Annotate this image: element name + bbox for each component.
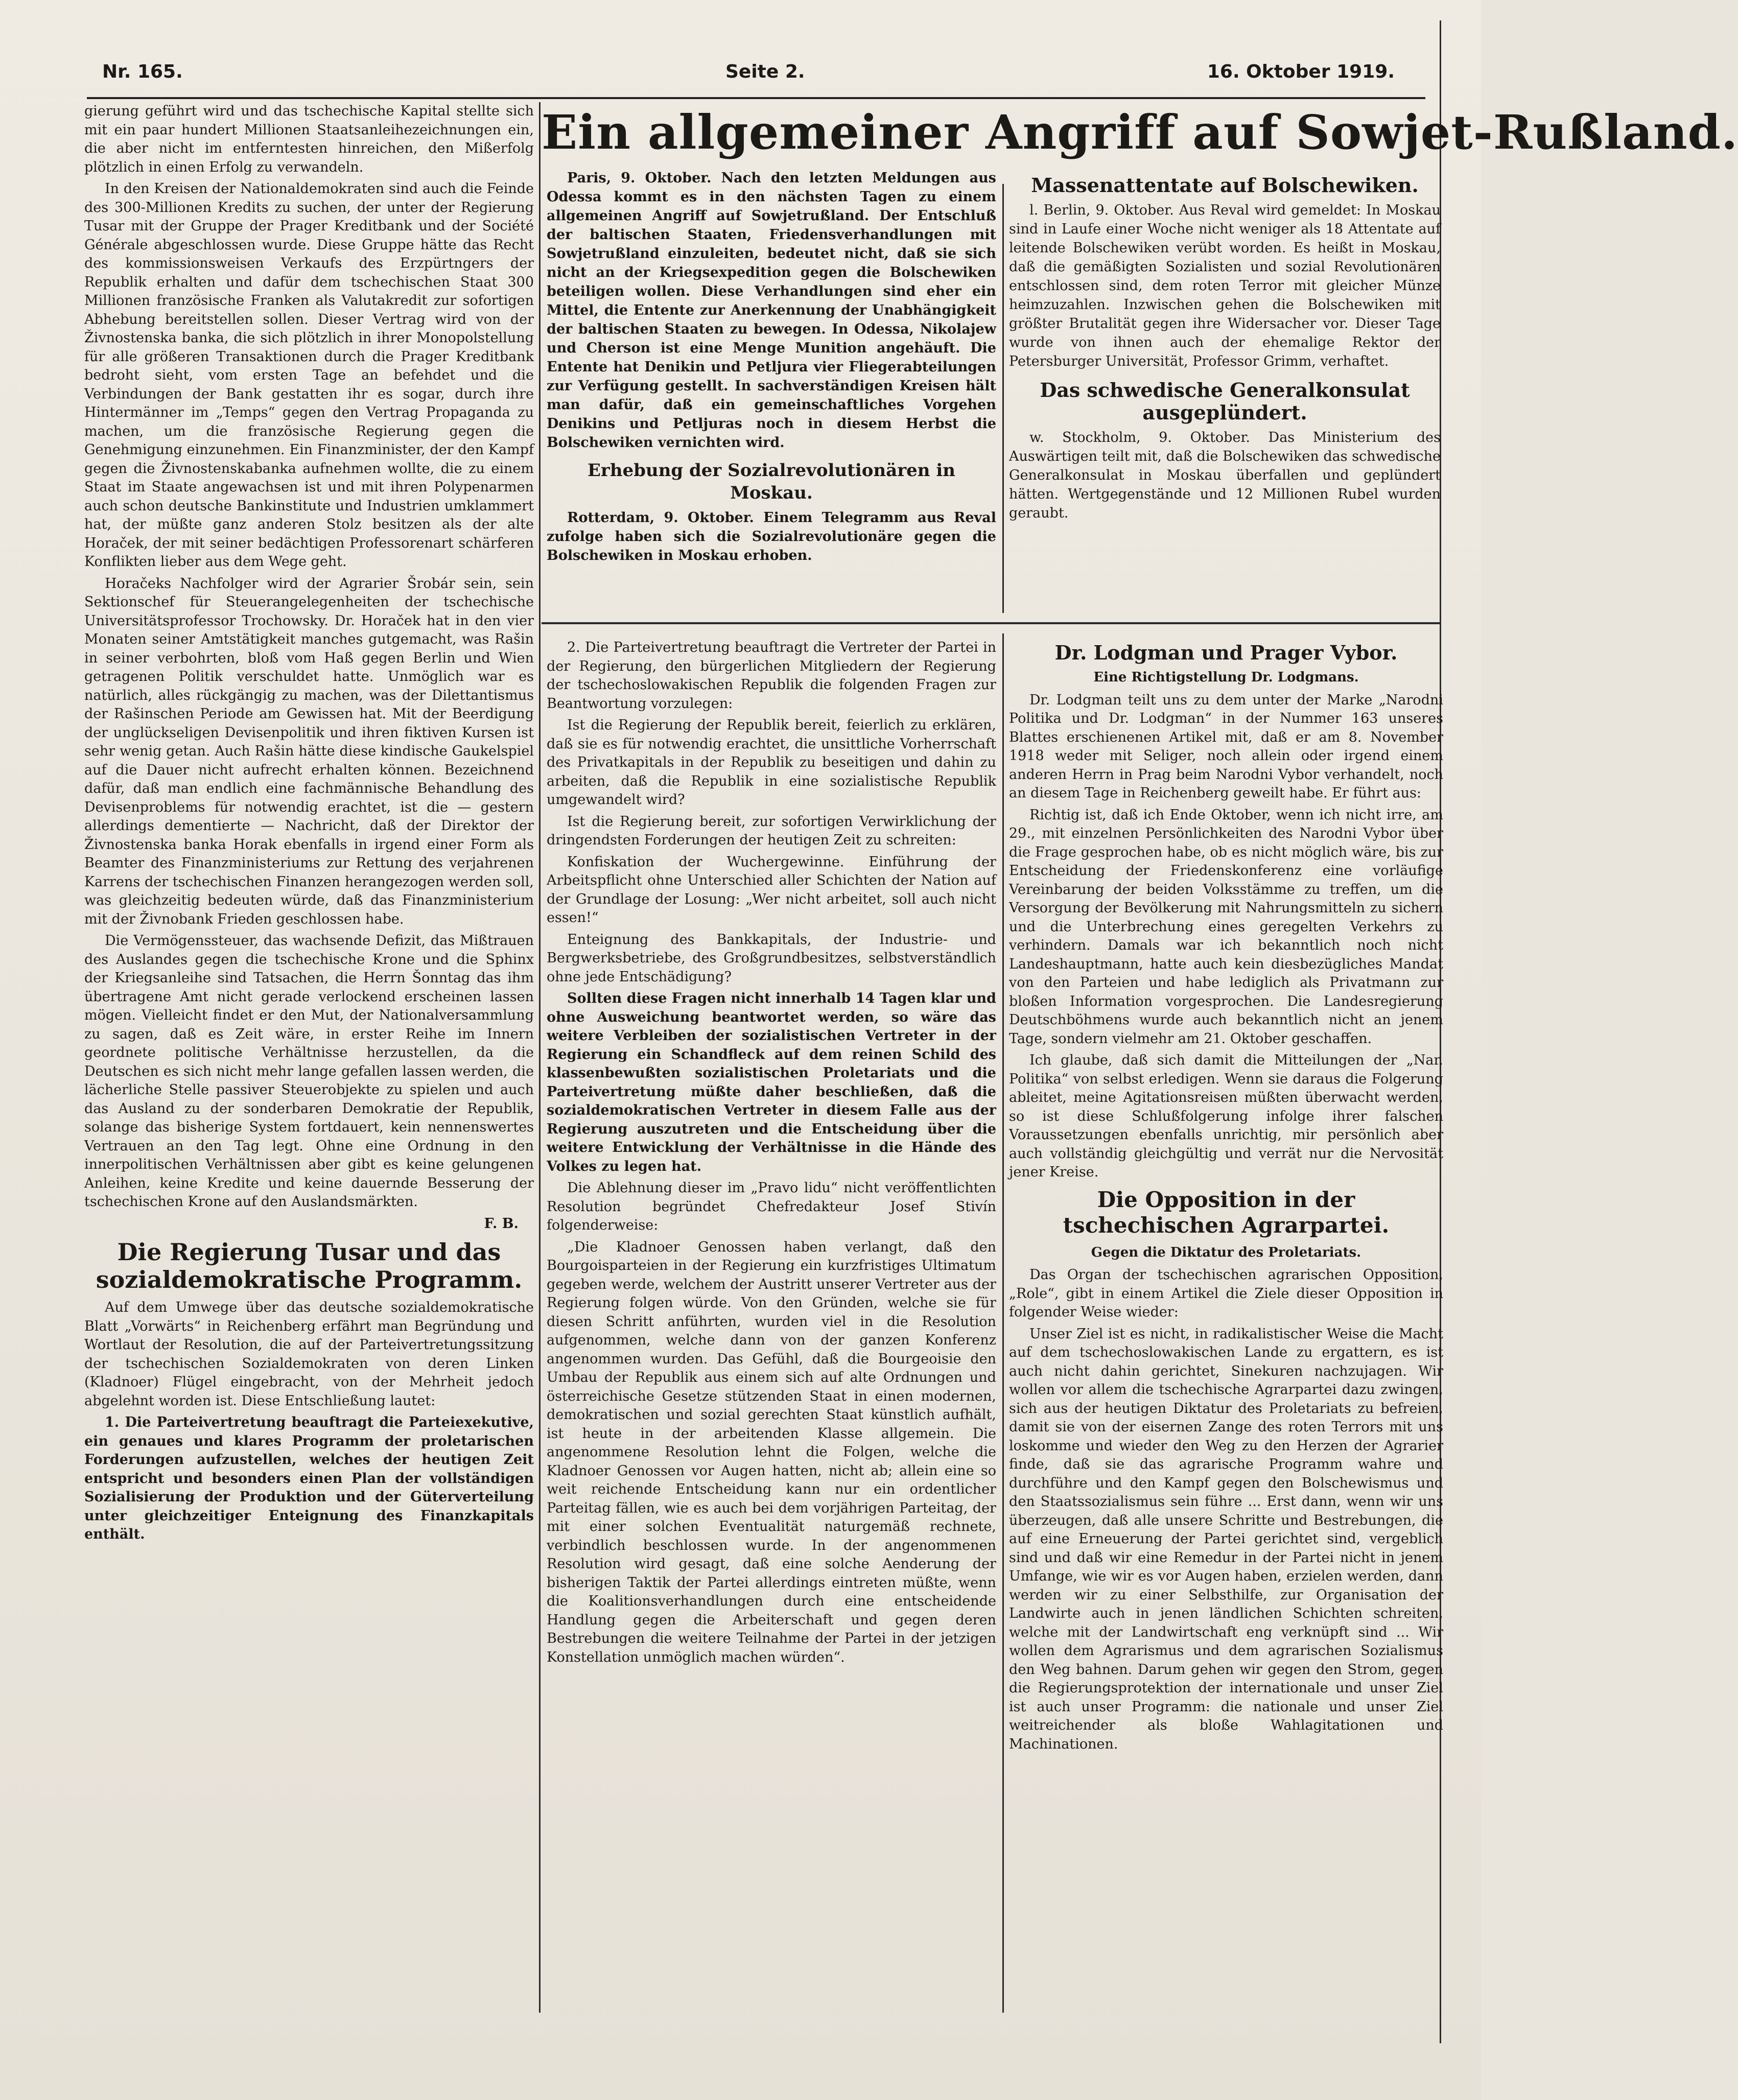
col2-paragraph: Enteignung des Bankkapitals, der Industrie- und Bergwerksbetriebe, des Großgrundbesitzes, selbstverständlich ohne jede Entschädigung? <box>547 931 996 985</box>
lead-article-text: Paris, 9. Oktober. Nach den letzten Meldungen aus Odessa kommt es in den nächsten Tagen zu einem allgemeinen Angriff auf Sowjetrußland. Der Entschluß der baltischen Staaten, Friedensverhandlungen mit Sowjetrußland einzuleiten, bedeutet nicht, daß sie sich nicht an der Kriegsexpedition gegen die Bolschewiken beteiligen wollen. Diese Verhandlungen sind eher ein Mittel, die Entente zur Anerkennung der Unabhängigkeit der baltischen Staaten zu bewegen. In Odessa, Nikolajew und Cherson ist eine Menge Munition angehäuft. Die Entente hat Denikin und Petljura vier Fliegerabteilungen zur Verfügung gestellt. In sachverständigen Kreisen hält man dafür, daß ein gemeinschaftliches Vorgehen Denikins und Petljuras noch in diesem Herbst die Bolschewiken vernichten wird. <box>547 170 996 451</box>
col1-paragraph: In den Kreisen der Nationaldemokraten sind auch die Feinde des 300-Millionen Kredits zu suchen, der unter der Regierung Tusar mit der Gruppe der Prager Kreditbank und der Société Générale abgeschlossen wurde. Diese Gruppe hätte das Recht des kommissionsweisen Verkaufs des Erzpürtngers der Republik erhalten und dafür dem tschechischen Staat 300 Millionen französische Franken als Valutakredit zur sofortigen Abhebung bereitstellen sollen. Dieser Vertrag wird von der Živnostenska banka, die sich plötzlich in ihrer Monopolstellung für alle größeren Transaktionen durch die Prager Kreditbank bedroht sieht, vom ersten Tage an befehdet und die Verbindungen der Bank gestatten ihr es sogar, durch ihre Hintermänner im „Temps“ gegen den Vertrag Propaganda zu machen, um die französische Regierung gegen die Genehmigung einzunehmen. Ein Finanzminister, der den Kampf gegen die Živnostenskabanka aufnehmen wollte, die zu einem Staat im Staate angewachsen ist und mit ihren Polypenarmen auch schon deutsche Bankinstitute und Industrien umklammert hat, der müßte ganz anderen Stolz besitzen als der alte Horaček, der mit seiner bedächtigen Professorenart schärferen Konflikten lieber aus dem Wege geht. <box>84 181 534 570</box>
column-rule-2 <box>1002 633 1004 2013</box>
col3-paragraph: Dr. Lodgman teilt uns zu dem unter der Marke „Narodni Politika und Dr. Lodgman“ in der Nummer 163 unseres Blattes erschienenen Artikel mit, daß er am 8. November 1918 weder mit Seliger, noch allein oder irgend einem anderen Herrn in Prag beim Narodni Vybor verhandelt, noch an diesem Tage in Reichenberg geweilt habe. Er führt aus: <box>1009 692 1443 801</box>
column-rule-1 <box>539 102 541 2013</box>
col3-opposition-paragraph: Unser Ziel ist es nicht, in radikalistischer Weise die Macht auf dem tschechoslowakischen Lande zu ergattern, es ist auch nicht dahin gerichtet, Sinekuren nachzujagen. Wir wollen vor allem die tschechische Agrarpartei dazu zwingen, sich aus der heutigen Diktatur des Proletariats zu befreien, damit sie von der eisernen Zange des roten Terrors mit uns loskomme und wieder den Weg zu den Herzen der Agrarier finde, daß sie das agrarische Programm wahre und durchführe und den Kampf gegen den Bolschewismus und den Staatssozialismus sein führe ... Erst dann, wenn wir uns überzeugen, daß alle unsere Schritte und Bestrebungen, die auf eine Erneuerung der Partei gerichtet sind, vergeblich sind und daß wir eine Remedur in der Partei nicht in jenem Umfange, wie wir es vor Augen haben, erzielen werden, dann werden wir zu einer Selbsthilfe, zur Organisation der Landwirte auch in jenen ländlichen Schichten schreiten, welche mit der Landwirtschaft eng verknüpft sind ... Wir wollen dem Agrarismus und dem agrarischen Sozialismus den Weg bahnen. Darum gehen wir gegen den Strom, gegen die Regierungsprotektion der internationale und unser Ziel ist auch unser Programm: die nationale und unser Ziel weitreichender als bloße Wahlagitationen und Machinationen. <box>1009 1326 1443 1752</box>
mass-attacks-title: Massenattentate auf Bolschewiken. <box>1031 174 1419 197</box>
col2-paragraph: Konfiskation der Wuchergewinne. Einführung der Arbeitspflicht ohne Unterschied aller Schichten der Nation auf der Grundlage der Losung: „Wer nicht arbeitet, soll auch nicht essen!“ <box>547 854 996 926</box>
main-headline: Ein allgemeiner Angriff auf Sowjet-Rußland. <box>542 105 1738 160</box>
column-2 <box>547 639 996 2018</box>
col2-paragraph: 2. Die Parteivertretung beauftragt die Vertreter der Partei in der Regierung, den bürgerlichen Mitgliedern der Regierung der tschechoslowakischen Republik die folgenden Fragen zur Beantwortung vorzulegen: <box>547 640 996 712</box>
col1-paragraph: gierung geführt wird und das tschechische Kapital stellte sich mit ein paar hundert Millionen Staatsanleihezeichnungen ein, die aber nicht im entferntesten hinreichen, den Mißerfolg plötzlich in einen Erfolg zu verwandeln. <box>84 103 534 175</box>
lead-article <box>547 169 996 563</box>
social-revolutionaries-text: Rotterdam, 9. Oktober. Einem Telegramm aus Reval zufolge haben sich die Sozialrevolutionäre gegen die Bolschewiken in Moskau erhoben. <box>547 510 996 563</box>
right-top-block <box>1009 171 1441 616</box>
col1-section-paragraph: Auf dem Umwege über das deutsche sozialdemokratische Blatt „Vorwärts“ in Reichenberg erfährt man Begründung und Wortlaut der Resolution, die auf der Parteivertretungssitzung der tschechischen Sozialdemokraten von deren Linken (Kladnoer) Flügel eingebracht, von der Mehrheit jedoch abgelehnt worden ist. Diese Entschließung lautet: <box>84 1300 534 1409</box>
issue-number: Nr. 165. <box>102 61 183 82</box>
section-rule <box>542 622 1441 624</box>
column-1 <box>84 102 534 2002</box>
opposition-subtitle: Gegen die Diktatur des Proletariats. <box>1091 1244 1361 1260</box>
col3-opposition-paragraph: Das Organ der tschechischen agrarischen Opposition, „Role“, gibt in einem Artikel die Ziele dieser Opposition in folgender Weise wieder: <box>1009 1267 1443 1320</box>
issue-date: 16. Oktober 1919. <box>1207 61 1395 82</box>
consulate-title: Das schwedische Generalkonsulat ausgeplündert. <box>1040 379 1410 424</box>
tusar-section-title: Die Regierung Tusar und das sozialdemokratische Programm. <box>96 1238 523 1293</box>
lodgman-title: Dr. Lodgman und Prager Vybor. <box>1054 641 1398 664</box>
col2-paragraph: Sollten diese Fragen nicht innerhalb 14 Tagen klar und ohne Ausweichung beantwortet werden, so wäre das weitere Verbleiben der sozialistischen Vertreter in der Regierung ein Schandfleck auf dem reinen Schild des klassenbewußten sozialistischen Proletariats und die Parteivertretung müßte daher beschließen, daß die sozialdemokratischen Vertreter in diesem Falle aus der Regierung auszutreten und die Entscheidung über die weitere Entwicklung der Verhältnisse in die Hände des Volkes zu legen hat. <box>547 990 996 1174</box>
column-3 <box>1009 639 1443 2018</box>
header-rule <box>87 97 1425 99</box>
col3-paragraph: Ich glaube, daß sich damit die Mitteilungen der „Nar. Politika“ von selbst erledigen. Wenn sie daraus die Folgerung ableitet, meine Agitationsreisen müßten überwacht werden, so ist diese Schlußfolgerung infolge ihrer falschen Voraussetzungen ebenfalls unrichtig, mir persönlich aber auch vollständig gleichgültig und verrät nur die Nervosität jener Kreise. <box>1009 1052 1443 1180</box>
page-number: Seite 2. <box>725 61 805 82</box>
page-header <box>87 61 1415 92</box>
col3-paragraph: Richtig ist, daß ich Ende Oktober, wenn ich nicht irre, am 29., mit einzelnen Persönlichkeiten des Narodni Vybor über die Frage gesprochen habe, ob es nicht möglich wäre, bis zur Entscheidung der Friedenskonferenz eine vorläufige Vereinbarung der beiden Volksstämme zu treffen, um die Versorgung der Bevölkerung mit Nahrungsmitteln zu sichern und die Unterbrechung eines geregelten Verkehrs zu verhindern. Damals war ich bekanntlich noch nicht Landeshauptmann, hatte auch kein diesbezügliches Mandat von den Parteien und habe lediglich als Privatmann zur bloßen Information vorgesprochen. Die Landesregierung Deutschböhmens wurde auch bekanntlich nicht an jenem Tage, sondern vielmehr am 21. Oktober geschaffen. <box>1009 807 1443 1047</box>
opposition-title: Die Opposition in der tschechischen Agrarpartei. <box>1063 1187 1390 1238</box>
article-signature: F. B. <box>484 1215 519 1232</box>
col1-paragraph: Die Vermögenssteuer, das wachsende Defizit, das Mißtrauen des Auslandes gegen die tschechische Krone und die Sphinx der Kriegsanleihe sind Tatsachen, die Herrn Šonntag das ihm übertragene Amt nicht gerade verlockend erscheinen lassen mögen. Vielleicht findet er den Mut, der Nationalversammlung zu sagen, daß es Zeit wäre, in erster Reihe im Innern geordnete politische Verhältnisse herzustellen, da die Deutschen es sich nicht mehr lange gefallen lassen werden, die lächerliche Stelle passiver Steuerobjekte zu spielen und auch das Ausland zu der sonderbaren Demokratie der Republik, solange das bisherige System fortdauert, kein nennenswertes Vertrauen an den Tag legt. Ohne eine Ordnung in den innerpolitischen Verhältnissen aber gibt es keine gelungenen Anleihen, keine Kredite und keine dauernde Besserung der tschechischen Krone auf den Auslandsmärkten. <box>84 933 534 1210</box>
social-revolutionaries-title: Erhebung der Sozialrevolutionären in Moskau. <box>588 460 955 503</box>
lodgman-subtitle: Eine Richtigstellung Dr. Lodgmans. <box>1093 670 1359 685</box>
col1-section-paragraph: 1. Die Parteivertretung beauftragt die Parteiexekutive, ein genaues und klares Programm der proletarischen Forderungen aufzustellen, welches der heutigen Zeit entspricht und besonders einen Plan der vollständigen Sozialisierung der Produktion und der Güterverteilung unter gleichzeitiger Enteignung des Finanzkapitals enthält. <box>84 1414 534 1542</box>
consulate-text: w. Stockholm, 9. Oktober. Das Ministerium des Auswärtigen teilt mit, daß die Bolschewiken das schwedische Generalkonsulat in Moskau überfallen und geplündert hätten. Wertgegenstände und 12 Millionen Rubel wurden geraubt. <box>1009 430 1441 521</box>
col2-paragraph: Ist die Regierung bereit, zur sofortigen Verwirklichung der dringendsten Forderungen der heutigen Zeit zu schreiten: <box>547 813 996 848</box>
mass-attacks-text: l. Berlin, 9. Oktober. Aus Reval wird gemeldet: In Moskau sind in Laufe einer Woche nicht weniger als 18 Attentate auf leitende Bolschewiken verübt worden. Es heißt in Moskau, daß die gemäßigten Sozialisten und sozial Revolutionären entschlossen sind, dem roten Terror mit gleicher Münze heimzuzahlen. Inzwischen gehen die Bolschewiken mit größter Brutalität gegen ihre Widersacher vor. Dieser Tage wurde von ihnen auch der ehemalige Rektor der Petersburger Universität, Professor Grimm, verhaftet. <box>1009 202 1441 369</box>
col2-paragraph: Die Ablehnung dieser im „Pravo lidu“ nicht veröffentlichten Resolution begründet Chefredakteur Josef Stivín folgenderweise: <box>547 1180 996 1233</box>
col2-paragraph: Ist die Regierung der Republik bereit, feierlich zu erklären, daß sie es für notwendig erachtet, die unsittliche Vorherrschaft des Privatkapitals in der Republik zu beseitigen und dahin zu arbeiten, daß die Republik in eine sozialistische Republik umgewandelt wird? <box>547 717 996 808</box>
col2-paragraph: „Die Kladnoer Genossen haben verlangt, daß den Bourgoisparteien in der Regierung ein kurzfristiges Ultimatum gegeben werde, welchem der Austritt unserer Vertreter aus der Regierung folgen würde. Von den Gründen, welche sie für diesen Schritt anführten, wurden viel in die Resolution aufgenommen, welche dann von der ganzen Konferenz angenommen wurden. Das Gefühl, daß die Bourgeoisie den Umbau der Republik aus einem sich auf alte Ordnungen und österreichische Gesetze stützenden Staat in einen modernen, demokratischen und sozial gerechten Staat künstlich aufhält, ist heute in der arbeitenden Klasse allgemein. Die angenommene Resolution lehnt die Folgen, welche die Kladnoer Genossen vor Augen hatten, nicht ab; allein eine so weit reichende Entscheidung kann nur ein ordentlicher Parteitag fällen, wie es auch bei dem vorjährigen Parteitag, der mit einer solchen Eventualität naturgemäß rechnete, verbindlich beschlossen wurde. In der angenommenen Resolution wird gesagt, daß eine solche Aenderung der bisherigen Taktik der Partei allerdings eintreten müßte, wenn die Koalitionsverhandlungen durch eine entscheidende Handlung gegen die Arbeiterschaft und gegen deren Bestrebungen die weitere Teilnahme der Partei in der jetzigen Konstellation unmöglich machen würden“. <box>547 1239 996 1665</box>
column-rule-top <box>1002 184 1004 613</box>
col1-paragraph: Horačeks Nachfolger wird der Agrarier Šrobár sein, sein Sektionschef für Steuerangelegenheiten der tschechische Universitätsprofessor Trochowsky. Dr. Horaček hat in den vier Monaten seiner Amtstätigkeit manches gutgemacht, was Rašin in seiner verbohrten, bloß vom Haß gegen Berlin und Wien getragenen Politik verschuldet hatte. Unmöglich war es natürlich, alles rückgängig zu machen, was der Dilettantismus der Rašinschen Periode am Gewissen hat. Mit der Beerdigung der unglückseligen Devisenpolitik und ihren fiktiven Kursen ist sehr wenig getan. Auch Rašin hätte diese kindische Gaukelspiel auf die Dauer nicht aufrecht erhalten können. Bezeichnend dafür, daß man endlich eine fachmännische Behandlung des Devisenproblems für notwendig erachtet, ist die — gestern allerdings dementierte — Nachricht, daß der Direktor der Živnostenska banka Horak ebenfalls in irgend einer Form als Beamter des Finanzministeriums zur Rettung des verjahrenen Karrens der tschechischen Finanzen herangezogen werden soll, was gleichzeitig bedeuten würde, daß das Finanzministerium mit der Živnobank Frieden geschlossen habe. <box>84 575 534 927</box>
